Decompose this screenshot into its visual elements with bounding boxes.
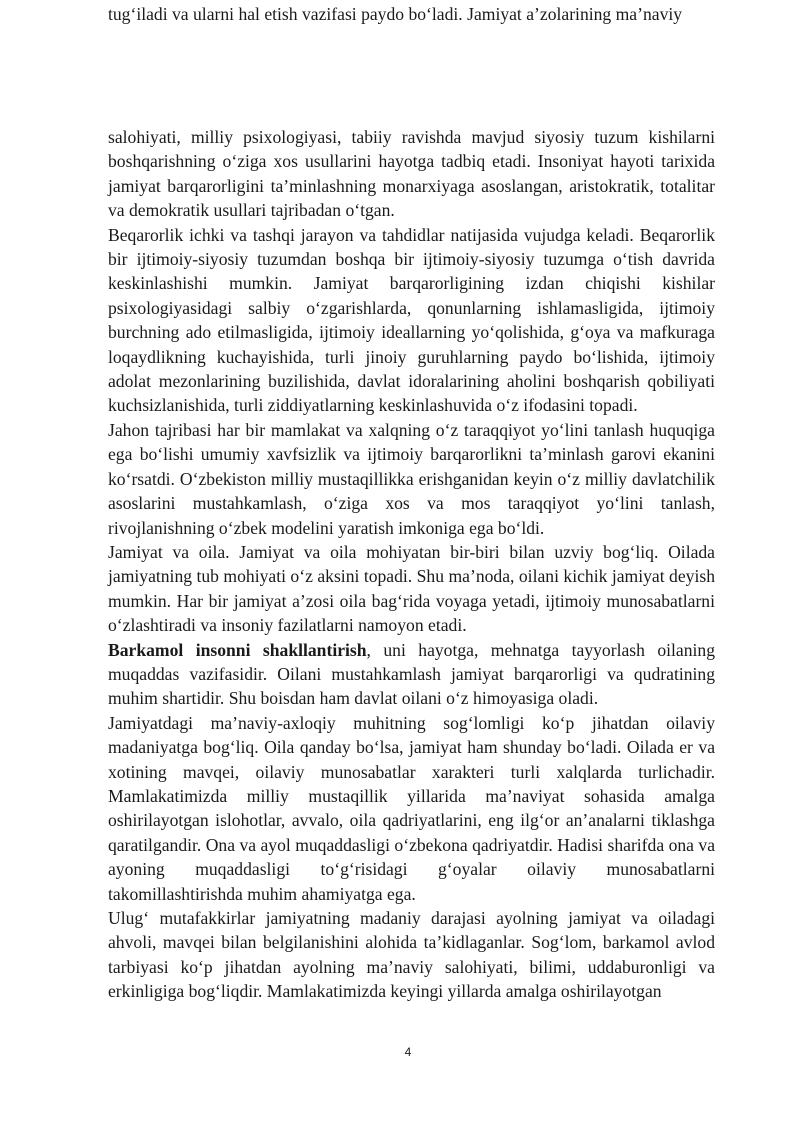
paragraph-1: salohiyati, milliy psixologiyasi, tabiiy ravishda mavjud siyosiy tuzum kishilarni boshqarishning o‘ziga xos usullarini hayotga tadbiq etadi. Insoniyat hayoti tarixida jamiyat barqarorligini ta’minlashning monarxiyaga asoslangan, aristokratik, totalitar va demokratik usullari tajribadan o‘tgan. <box>108 127 715 221</box>
paragraph-2: Beqarorlik ichki va tashqi jarayon va tahdidlar natijasida vujudga keladi. Beqarorlik bir ijtimoiy-siyosiy tuzumdan boshqa bir ijtimoiy-siyosiy tuzumga o‘tish davrida keskinlashishi mumkin. Jamiyat barqarorligining izdan chiqishi kishilar psixologiyasidagi salbiy o‘zgarishlarda, qonunlarning ishlamasligida, ijtimoiy burchning ado etilmasligida, ijtimoiy ideallarning yo‘qolishida, g‘oya va mafkuraga loqaydlikning kuchayishida, turli jinoiy guruhlarning paydo bo‘lishida, ijtimoiy adolat mezonlarining buzilishida, davlat idoralarining aholini boshqarish qobiliyati kuchsizlanishida, turli ziddiyatlarning keskinlashuvida o‘z ifodasini topadi. <box>108 224 715 416</box>
paragraph-fragment: tug‘iladi va ularni hal etish vazifasi paydo bo‘ladi. Jamiyat a’zolarining ma’naviy <box>108 4 683 24</box>
paragraph-7: Ulug‘ mutafakkirlar jamiyatning madaniy darajasi ayolning jamiyat va oiladagi ahvoli, mavqei bilan belgilanishini alohida ta’kidlaganlar. Sog‘lom, barkamol avlod tarbiyasi ko‘p jihatdan ayolning ma’naviy salohiyati, bilimi, uddaburonligi va erkinligiga bog‘liqdir. Mamlakatimizda keyingi yillarda amalga oshirilayotgan <box>108 908 715 1002</box>
paragraph-5 <box>108 638 715 711</box>
top-text-fragment <box>108 2 715 26</box>
paragraph-4: Jamiyat va oila. Jamiyat va oila mohiyatan bir-biri bilan uzviy bog‘liq. Oilada jamiyatning tub mohiyati o‘z aksini topadi. Shu ma’noda, oilani kichik jamiyat deyish mumkin. Har bir jamiyat a’zosi oila bag‘rida voyaga yetadi, ijtimoiy munosabatlarni o‘zlashtiradi va insoniy fazilatlarni namoyon etadi. <box>108 541 715 636</box>
paragraph-3: Jahon tajribasi har bir mamlakat va xalqning o‘z taraqqiyot yo‘lini tanlash huquqiga ega bo‘lishi umumiy xavfsizlik va ijtimoiy barqarorlikni ta’minlash garovi ekanini ko‘rsatdi. O‘zbekiston milliy mustaqillikka erishganidan keyin o‘z milliy davlatchilik asoslarini mustahkamlash, o‘ziga xos va mos taraqqiyot yo‘lini tanlash, rivojlanishning o‘zbek modelini yaratish imkoniga ega bo‘ldi. <box>108 419 715 538</box>
paragraph-5-text: , uni hayotga, mehnatga tayyorlash oilaning muqaddas vazifasidir. Oilani mustahkamlash jamiyat barqarorligi va qudratining muhim shartidir. Shu boisdan ham davlat oilani o‘z himoyasiga oladi. <box>108 639 715 709</box>
page-number: 4 <box>404 1045 412 1059</box>
bold-term: Barkamol insonni shakllantirish <box>108 639 367 660</box>
main-text-body <box>108 125 715 1004</box>
paragraph-6: Jamiyatdagi ma’naviy-axloqiy muhitning sog‘lomligi ko‘p jihatdan oilaviy madaniyatga bog‘liq. Oila qanday bo‘lsa, jamiyat ham shunday bo‘ladi. Oilada er va xotining mavqei, oilaviy munosabatlar xarakteri turli xalqlarda turlichadir. Mamlakatimizda milliy mustaqillik yillarida ma’naviyat sohasida amalga oshirilayotgan islohotlar, avvalo, oila qadriyatlarini, eng ilg‘or an’analarni tiklashga qaratilgandir. Ona va ayol muqaddasligi o‘zbekona qadriyatdir. Hadisi sharifda ona va ayoning muqaddasligi to‘g‘risidagi g‘oyalar oilaviy munosabatlarni takomillashtirishda muhim ahamiyatga ega. <box>108 712 715 904</box>
